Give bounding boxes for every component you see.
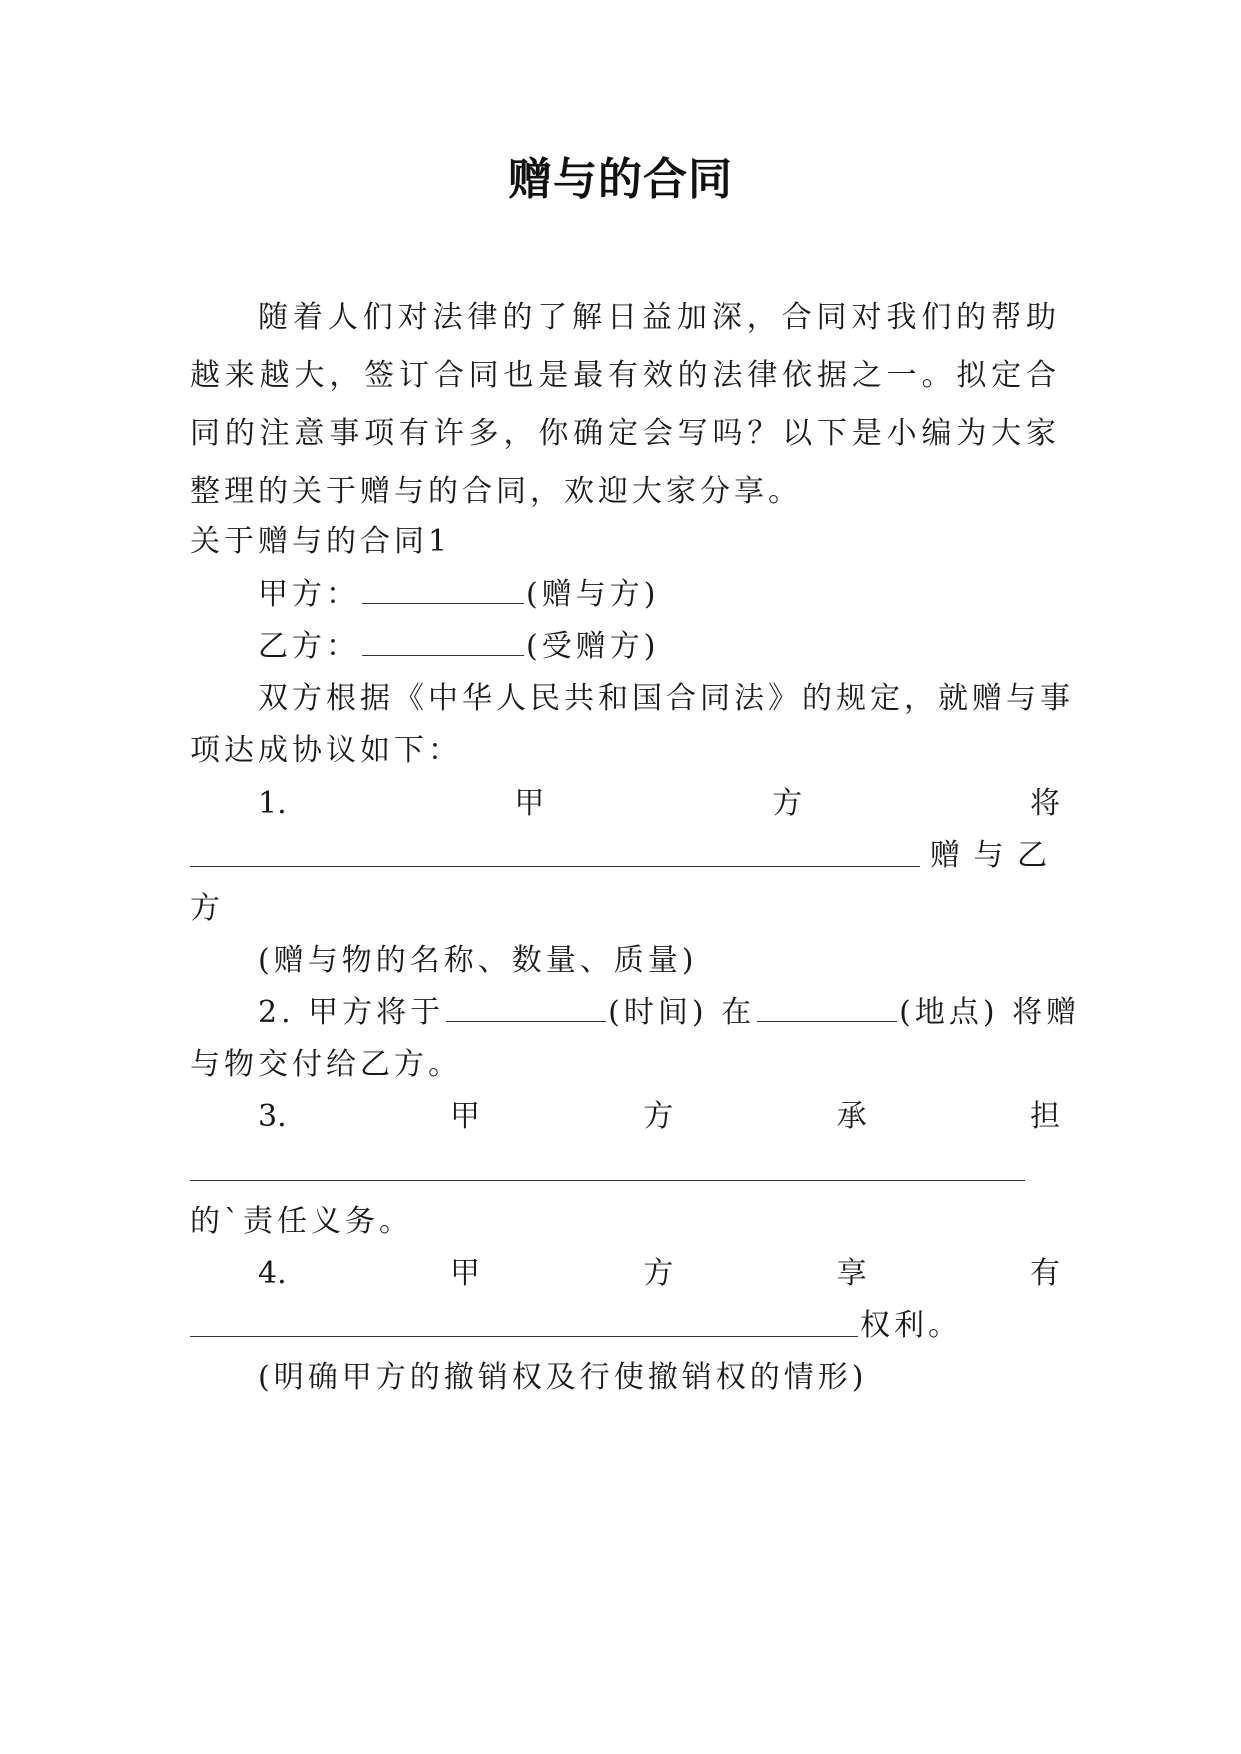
clause-1-word: 将 xyxy=(1029,786,1060,821)
clause-4-tail: 权利。 xyxy=(860,1308,962,1343)
clause-3-tail: 的`责任义务。 xyxy=(190,1204,413,1239)
clause-3-word: 承 xyxy=(836,1099,867,1134)
clause-4-number: 4. xyxy=(258,1256,287,1291)
clause-2-time-blank xyxy=(446,989,606,1022)
clause-4-word: 有 xyxy=(1030,1256,1060,1291)
party-b-role: (受赠方) xyxy=(526,629,660,664)
clause-2-part-1: 2. 甲方将于 xyxy=(258,995,445,1030)
clause-4-blank xyxy=(190,1336,858,1337)
party-a-line xyxy=(258,566,659,624)
clause-4-word: 享 xyxy=(836,1256,867,1291)
clause-2-part-2: (时间) 在 xyxy=(608,995,756,1030)
party-a-label: 甲方： xyxy=(258,577,360,612)
clause-1-wrap: 方 xyxy=(190,891,224,926)
intro-paragraph: 随着人们对法律的了解日益加深，合同对我们的帮助越来越大，签订合同也是最有效的法律依据之一。拟定合同的注意事项有许多，你确定会写吗？以下是小编为大家整理的关于赠与的合同，欢迎大家分享。 xyxy=(190,300,1060,509)
agreement-line-2: 项达成协议如下： xyxy=(190,733,462,768)
clause-2-part-3: (地点) 将赠 xyxy=(899,995,1081,1030)
clause-3-blank xyxy=(190,1180,1025,1181)
clause-2-line xyxy=(258,984,1080,1042)
clause-1-note: (赠与物的名称、数量、质量) xyxy=(258,943,698,978)
agreement-line-1: 双方根据《中华人民共和国合同法》的规定，就赠与事 xyxy=(258,681,1074,716)
clause-1-tail: 赠 与 乙 xyxy=(930,838,1050,873)
party-b-blank xyxy=(362,623,524,656)
clause-3-word: 方 xyxy=(643,1099,674,1134)
clause-4-note: (明确甲方的撤销权及行使撤销权的情形) xyxy=(258,1360,868,1395)
clause-2-line-2: 与物交付给乙方。 xyxy=(190,1047,462,1082)
clause-1-number: 1. xyxy=(258,786,287,821)
clause-4-line xyxy=(258,1245,1060,1303)
clause-3-number: 3. xyxy=(258,1099,287,1134)
clause-3-word: 甲 xyxy=(449,1099,480,1134)
party-a-blank xyxy=(362,571,524,604)
clause-3-line xyxy=(258,1088,1060,1146)
clause-1-word: 甲 xyxy=(514,786,545,821)
clause-2-place-blank xyxy=(757,989,897,1022)
section-heading: 关于赠与的合同1 xyxy=(190,524,452,559)
clause-1-line xyxy=(258,775,1060,833)
clause-3-word: 担 xyxy=(1030,1099,1060,1134)
clause-4-word: 方 xyxy=(643,1256,674,1291)
clause-1-blank xyxy=(190,866,920,867)
party-b-label: 乙方： xyxy=(258,629,360,664)
document-title: 赠与的合同 xyxy=(508,154,733,205)
clause-4-word: 甲 xyxy=(449,1256,480,1291)
party-b-line xyxy=(258,618,659,676)
party-a-role: (赠与方) xyxy=(526,577,660,612)
clause-1-word: 方 xyxy=(772,786,803,821)
